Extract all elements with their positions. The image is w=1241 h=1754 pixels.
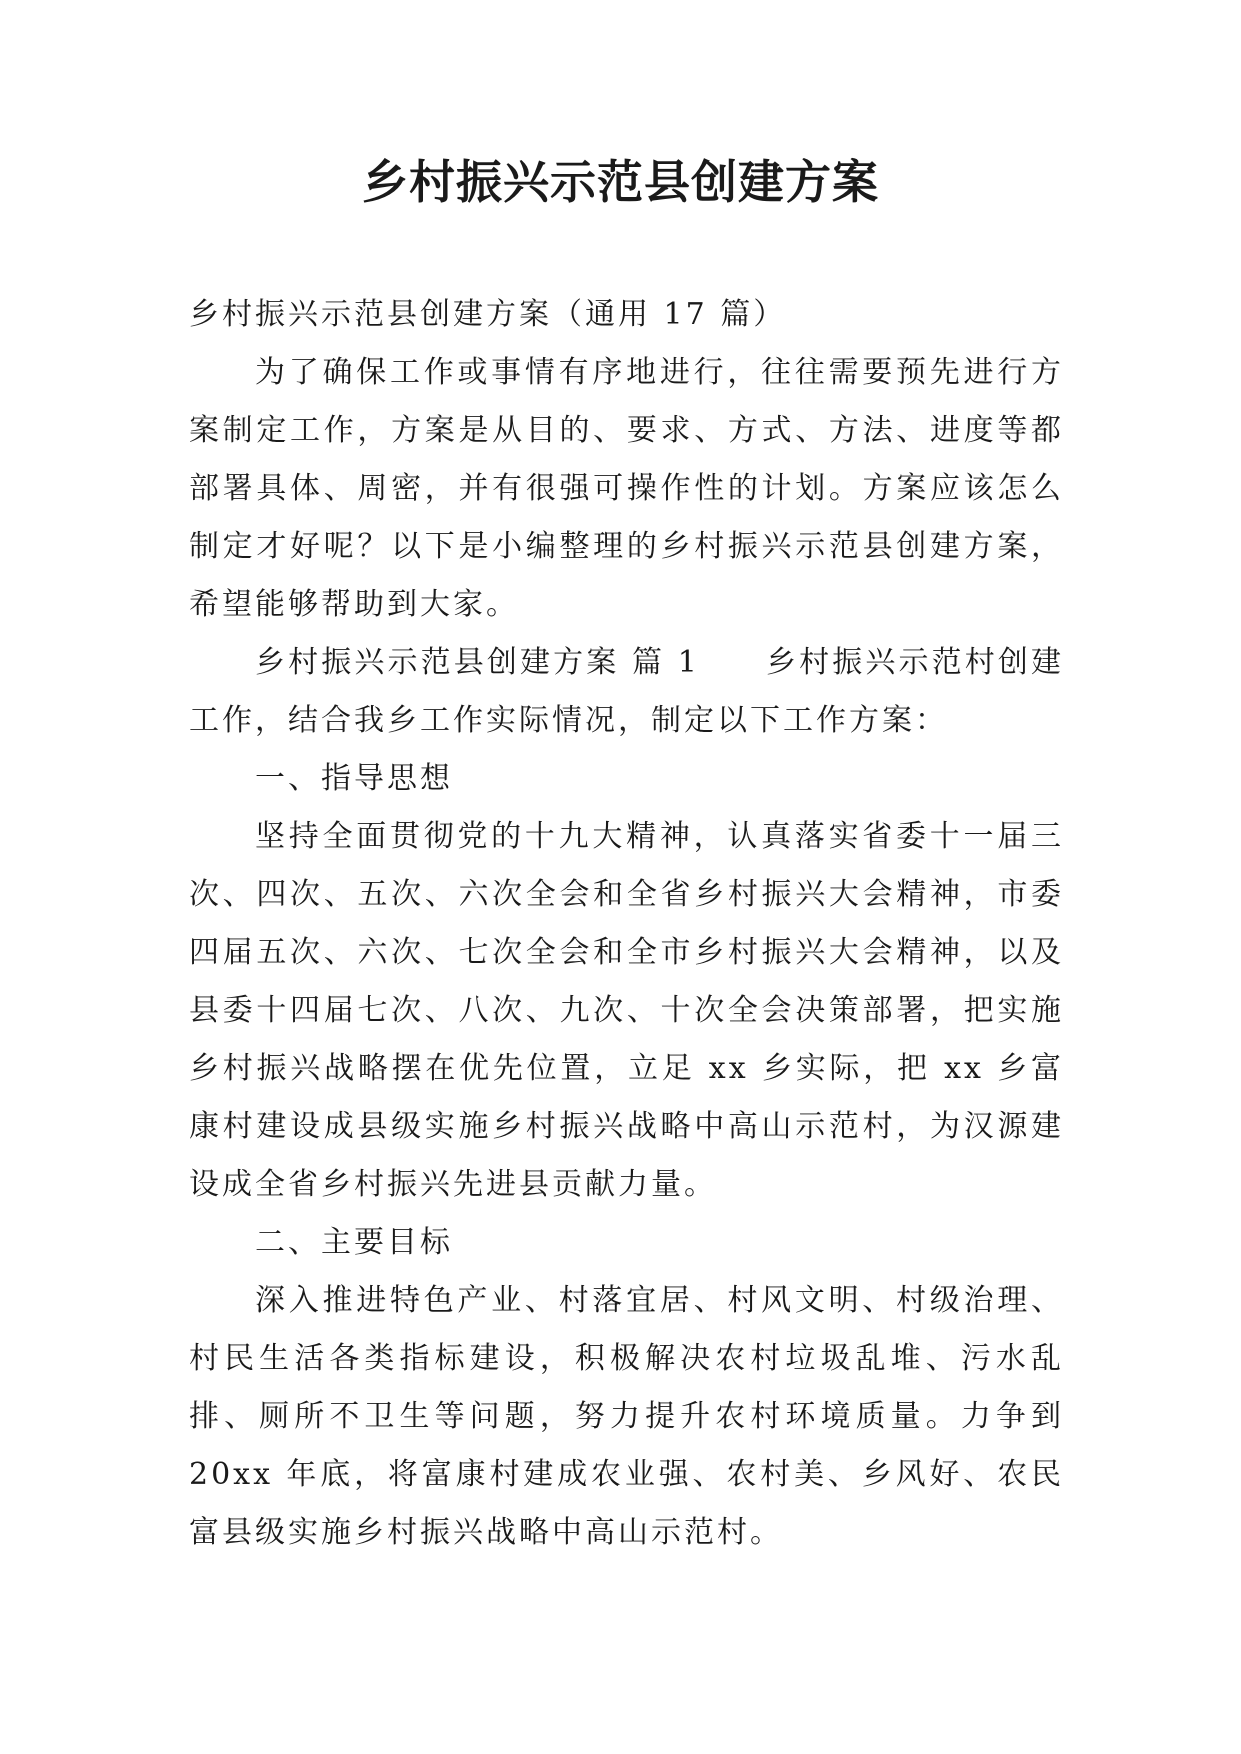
section-opening: 乡村振兴示范村创建工作，结合我乡工作实际情况，制定以下工作方案：: [189, 645, 1064, 738]
section-heading: 乡村振兴示范县创建方案 篇 1: [255, 645, 700, 680]
heading-main-goals: 二、主要目标: [255, 1225, 453, 1260]
document-body: [189, 286, 1064, 1562]
heading-guiding-thought: 一、指导思想: [255, 761, 453, 796]
guiding-thought-paragraph: 坚持全面贯彻党的十九大精神，认真落实省委十一届三次、四次、五次、六次全会和全省乡村振兴大会精神，市委四届五次、六次、七次全会和全市乡村振兴大会精神，以及县委十四届七次、八次、九次、十次全会决策部署，把实施乡村振兴战略摆在优先位置，立足 xx 乡实际，把 xx 乡富康村建设成县级实施乡村振兴战略中高山示范村，为汉源建设成全省乡村振兴先进县贡献力量。: [189, 819, 1064, 1202]
document-title: 乡村振兴示范县创建方案: [362, 155, 879, 209]
intro-paragraph: 为了确保工作或事情有序地进行，往往需要预先进行方案制定工作，方案是从目的、要求、方式、方法、进度等都部署具体、周密，并有很强可操作性的计划。方案应该怎么制定才好呢？以下是小编整理的乡村振兴示范县创建方案，希望能够帮助到大家。: [189, 355, 1064, 622]
section-paragraph: [189, 634, 1064, 750]
document-subtitle: 乡村振兴示范县创建方案（通用 17 篇）: [189, 297, 787, 332]
main-goals-paragraph: 深入推进特色产业、村落宜居、村风文明、村级治理、村民生活各类指标建设，积极解决农村垃圾乱堆、污水乱排、厕所不卫生等问题，努力提升农村环境质量。力争到 20xx 年底，将富康村建成农业强、农村美、乡风好、农民富县级实施乡村振兴战略中高山示范村。: [189, 1283, 1064, 1550]
